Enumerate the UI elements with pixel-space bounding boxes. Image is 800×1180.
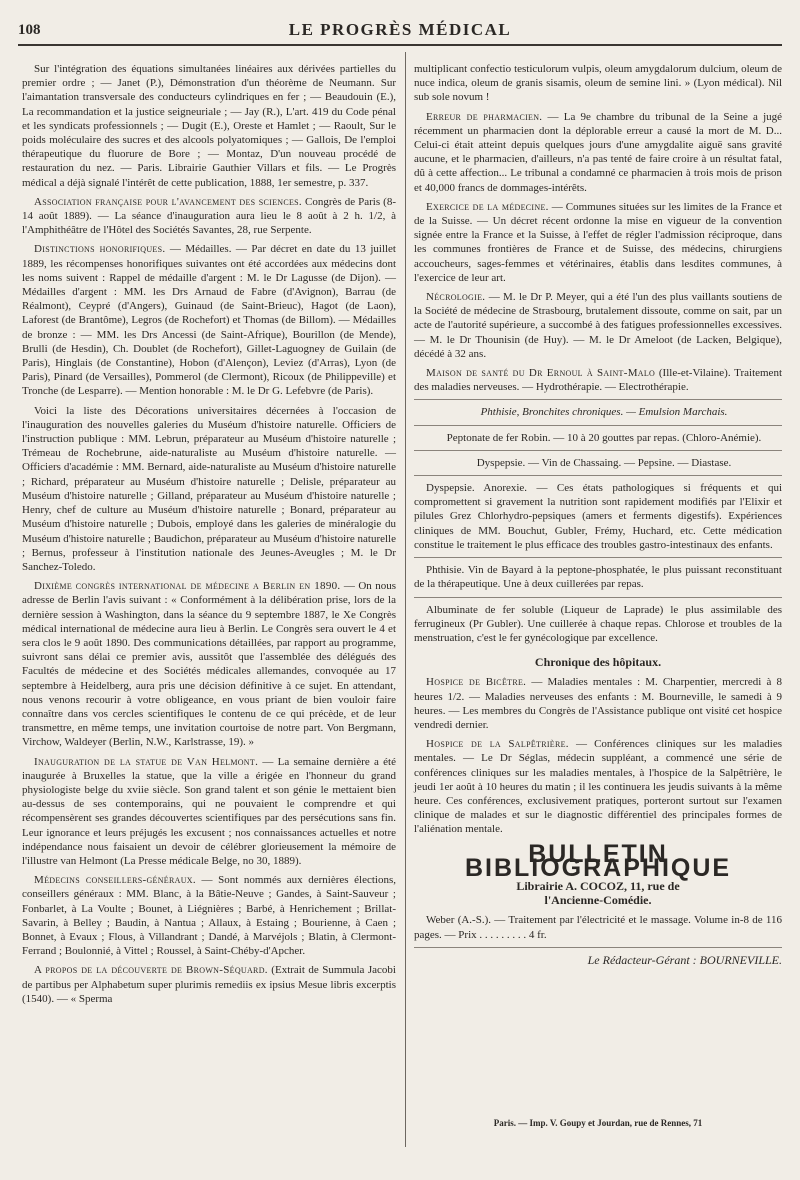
article-paragraph (414, 200, 782, 285)
article-paragraph (22, 242, 396, 398)
article-lead: Hospice de Bicêtre. (426, 676, 527, 689)
advertisement: Dyspepsie. Anorexie. — Ces états pathologiques si fréquents et qui compromettent si gravement la nutrition sont rapidement modifiés par l'Elixir et pilules Grez Chlorhydro-pepsiques (amers et ferments digestifs). Expériences cliniques de MM. Bouchut, Gubler, Frémy, Huchard, etc. Cette médication constitue le traitement le plus efficace des troubles gastro-intestinaux des enfants. (414, 482, 782, 551)
article-text: — Sont nommés aux dernières élections, conseillers généraux : MM. Blanc, à la Bâtie-Neuve ; Gandes, à Saint-Sauveur ; Fonbarlet, à La Voulte ; Bounet, à Liégnières ; Barbé, à Henrichement ; Brillat-Savarin, à Belley ; Baudin, à Nantua ; Allaux, à Estaing ; Bourienne, à Caen ; Bonnet, à Evaux ; Flous, à Villandrant ; Dandé, à Marvéjols ; Blatin, à Clermont-Ferrand ; Boulonnié, à Vittel ; Roussel, à Saint-Chéby-d'Apcher. (22, 874, 396, 958)
header-rule (18, 44, 782, 46)
ad-divider (414, 597, 782, 598)
article-lead: Exercice de la médecine. (426, 200, 549, 213)
section-heading: Chronique des hôpitaux. (534, 655, 662, 670)
article-text: Congrès de Paris (8-14 août 1889). — La séance d'inauguration aura lieu le 8 août à 2 h. 1/2, à l'Amphithéâtre de l'Hôtel des Sociétés Savantes, 28, rue Serpente. (22, 195, 397, 237)
article-paragraph (22, 963, 396, 1006)
bulletin-heading: BULLETIN BIBLIOGRAPHIQUE (464, 839, 732, 882)
footer-rule (414, 947, 782, 948)
ad-divider (414, 425, 782, 426)
right-column (414, 62, 782, 972)
article-paragraph (414, 366, 782, 394)
article-text: (Extrait de Summula Jacobi de partibus per Alphabetum super plurimis remediis ex ipsius Mesue libris excerptis (1540). — « Sperma (22, 964, 396, 1005)
article-text: — M. le Dr P. Meyer, qui a été l'un des plus vaillants soutiens de la Société de médecine de Strasbourg, brutalement dissoute, comme on sait, par un acte de l'autorité supérieure, a succombé à des fatigues professionnelles excessives. — M. le Dr Thounisin (de Huy). — M. le Dr Ameloot (de Lacken, Belgique), décédé à 32 ans. (414, 291, 782, 360)
advertisement: Phthisie, Bronchites chroniques. — Emulsion Marchais. (480, 406, 728, 419)
article-paragraph (414, 737, 782, 836)
article-paragraph (414, 290, 782, 361)
article-lead: Inauguration de la statue de Van Helmont. (34, 755, 259, 768)
article-paragraph (22, 755, 396, 869)
article-text: Voici la liste des Décorations universitaires décernées à l'occasion de l'inauguration des nouvelles galeries du Muséum d'histoire naturelle. Officiers de l'instruction publique : MM. Lebrun, préparateur au Muséum d'histoire naturelle ; Trémeau de Rochebrune, aide-naturaliste au Muséum d'histoire naturelle. — Officiers d'académie : MM. Bernard, aide-naturaliste au Muséum d'histoire naturelle ; Richard, préparateur au Muséum d'histoire naturelle ; Delisle, préparateur au Muséum d'histoire naturelle ; Gilland, préparateur au Muséum d'histoire naturelle ; Henry, chef de culture au Muséum d'histoire naturelle ; Bonard, préparateur au Muséum d'histoire naturelle ; Dubois, employé dans les galeries de minéralogie du Muséum d'histoire naturelle ; Baudichon, préparateur au Muséum d'histoire naturelle ; Bernus, professeur à l'institution nationale des Jeunes-Aveugles ; M. le Dr Sanchez-Toledo. (22, 404, 396, 573)
article-text: — Médailles. — Par décret en date du 13 juillet 1889, les récompenses honorifiques suivantes ont été accordées aux médecins dont les noms suivent : Rappel de médaille d'argent : M. le Dr Lagusse (de Dijon). — Médailles d'argent : MM. les Drs Arnaud de Fabre (d'Avignon), Barrau (de Réalmont), Ceypré (d'Angers), Guinaud (de Saint-Brieuc), Hagot (de Laon), Laforest (de Brantôme), Legros (de Rochefort) et Thomas (de Billom). — Médailles de bronze : — MM. les Drs Ancessi (de Saint-Afrique), Bourillon (de Mende), Brulli (de Hesdin), Ch. Doublet (de Rochefort), Gillet-Laguogney de Guilain (de Paris), Hinglais (de Constantine), Hobon (d'Alençon), Leviez (d'Arras), Lyon (de Paris), Pinard (de Versailles), Pommerol (de Clermont), Ricoux (de Philippeville) et Tronche (de Lesparre). — Mention honorable : M. le Dr G. Lefebvre (de Paris). (22, 243, 396, 398)
article-lead: Médecins conseillers-généraux. (34, 874, 196, 887)
page-number: 108 (18, 22, 41, 38)
article-paragraph (22, 62, 396, 190)
editor-signature: Le Rédacteur-Gérant : BOURNEVILLE. (587, 952, 782, 967)
article-lead: Erreur de pharmacien. (426, 110, 543, 123)
article-text: — La semaine dernière a été inaugurée à Bruxelles la statue, que la ville a érigée en l'honneur du grand physiologiste belge du xviie siècle. Son grand talent et son génie le mettaient bien au-dessus de ses contemporains, qui ne pouvaient le comprendre et qui récompensèrent ses grandes découvertes scientifiques par des persécutions sans fin. Leur ignorance et leurs préjugés les excusent ; nos connaissances actuelles et notre indépendance nous faisaient un devoir de célébrer glorieusement la mémoire de l'illustre van Helmont (La Presse médicale Belge, no 30, 1889). (22, 755, 396, 867)
article-text: — On nous adresse de Berlin l'avis suivant : « Conformément à la délibération prise, lors de la dernière session à Washington, dans la séance du 9 septembre 1887, le Xe Congrès médical international de médecine aura lieu à Berlin. Le Congrès sera ouvert le 4 et sera clos le 9 août 1890. Des communications détaillées, par rapport au programme, suivront sans délai ce premier avis, aussitôt que l'assemblée des délégués des Facultés de médecine et des Sociétés médicales allemandes, convoquée au 17 septembre à Heidelberg, aura pris une décision définitive à ce sujet. En attendant, nous venons recourir à votre obligeance, en vous priant de bien vouloir faire connaître dans vos cercles scientifiques le contenu de ce qui précède, et de leur transmettre, en même temps, une invitation courtoise de notre part. Von Bergmann, Virchow, Waldeyer (Berlin, N.W., Karlstrasse, 19). » (22, 580, 396, 749)
article-lead: Distinctions honorifiques. (34, 243, 166, 256)
printer-imprint: Paris. — Imp. V. Goupy et Jourdan, rue de Rennes, 71 (493, 1118, 703, 1128)
article-text: — Maladies mentales : M. Charpentier, mercredi à 8 heures 1/2. — Maladies nerveuses des enfants : M. Bourneville, le samedi à 9 heures. — Les membres du Congrès de l'Assistance publique ont visité cet hospice vendredi dernier. (414, 676, 782, 731)
article-text: Sur l'intégration des équations simultanées linéaires aux dérivées partielles du premier ordre ; — Janet (P.), Démonstration d'un théorème de Neumann. Sur l'aimantation transversale des conducteurs cylindriques en fer ; — Beaudouin (E.), La recommandation et la justice seigneuriale ; — Jay (R.), L'art. 419 du Code pénal et les syndicats professionnels ; — Dugit (E.), Oreste et Hamlet ; — Raoult, Sur le poids moléculaire des sucres et des alcools polyatomiques ; — Gallois, De l'emploi thérapeutique du fluorure de Bore ; — Montaz, D'un nouveau procédé de restauration du nez. — Paris. Librairie Gauthier Villars et fils. — Le Progrès médical a déjà signalé l'intérêt de cette publication, 1888, 1er semestre, p. 337. (22, 63, 396, 189)
ad-divider (414, 399, 782, 400)
article-lead: Association française pour l'avancement des sciences. (34, 195, 302, 208)
article-paragraph (22, 579, 396, 749)
article-text: — La 9e chambre du tribunal de la Seine a jugé récemment un pharmacien dont la déplorable erreur a causé la mort de M. D... Celui-ci était atteint depuis quelques jours d'une amygdalite aiguë sans gravité aucune, et le pharmacien, d'ailleurs, n'a pas tenté de faire croire à un résultat fatal, dû à cette affection... Le tribunal a condamné ce pharmacien à trois mois de prison et 40,000 francs de dommages-intérêts. (414, 110, 783, 194)
bibliography-entry: Weber (A.-S.). — Traitement par l'électricité et le massage. Volume in-8 de 116 pages. — Prix . . . . . . . . . 4 fr. (414, 914, 782, 941)
article-paragraph (22, 404, 396, 574)
article-text: multiplicant confectio testiculorum vulpis, oleum amygdalorum dulcium, oleum de nuce indica, oleum de granis sisamis, oleum de semine lini. » (Lyon médical). Nil sub sole novum ! (414, 63, 782, 104)
column-divider (405, 52, 406, 1147)
article-lead: Nécrologie. (426, 291, 486, 304)
article-lead: A propos de la découverte de Brown-Séquard. (34, 964, 268, 977)
advertisement: Phthisie. Vin de Bayard à la peptone-phosphatée, le plus puissant reconstituant de la thérapeutique. Une à deux cuillerées par repas. (414, 564, 782, 591)
page-title: LE PROGRÈS MÉDICAL (288, 20, 512, 39)
publisher-line: Librairie A. COCOZ, 11, rue de (516, 878, 680, 893)
advertisement: Albuminate de fer soluble (Liqueur de Laprade) le plus assimilable des ferrugineux (Pr Gubler). Une cuillerée à chaque repas. Chlorose et troubles de la menstruation, c'est le fer gynécologique par excellence. (414, 603, 782, 644)
ad-divider (414, 475, 782, 476)
article-text: (Ille-et-Vilaine). Traitement des maladies nerveuses. — Hydrothérapie. — Electrothérapie. (414, 367, 782, 394)
article-lead: Maison de santé du Dr Ernoul à Saint-Malo (426, 367, 656, 380)
article-lead: Hospice de la Salpêtrière. (426, 738, 569, 751)
publisher-line: l'Ancienne-Comédie. (544, 893, 652, 908)
advertisement: Peptonate de fer Robin. — 10 à 20 gouttes par repas. (Chloro-Anémie). (446, 431, 762, 444)
article-text: — Conférences cliniques sur les maladies mentales. — Le Dr Séglas, médecin suppléant, a commencé une série de conférences cliniques sur les maladies mentales, à l'hospice de la Salpêtrière, le jeudi 1er août à 10 heures du matin ; il les continuera les jeudis suivants à la même heure. Ces conférences, exclusivement pratiques, porteront surtout sur l'examen clinique de malades et sur le diagnostic différentiel des principales formes de l'aliénation mentale. (414, 738, 783, 836)
left-column (22, 62, 396, 1011)
article-text: — Communes situées sur les limites de la France et de la Suisse. — Un décret récent ordonne la mise en vigueur de la convention signée entre la France et la Suisse, à l'effet de régler l'admission réciproque, dans les communes frontières de France et de Suisse, des médecins, chirurgiens accoucheurs, sages-femmes et vétérinaires, établis dans lesdites communes, à l'exercice de leur art. (414, 200, 782, 284)
article-paragraph (414, 62, 782, 105)
article-paragraph (22, 873, 396, 958)
page-header (18, 20, 782, 46)
article-lead: Dixième congrès international de médecine a Berlin en 1890. (34, 580, 341, 593)
article-paragraph (414, 675, 782, 732)
article-paragraph (22, 195, 396, 238)
ad-divider (414, 557, 782, 558)
advertisement: Dyspepsie. — Vin de Chassaing. — Pepsine. — Diastase. (476, 456, 732, 469)
ad-divider (414, 450, 782, 451)
article-paragraph (414, 110, 782, 195)
